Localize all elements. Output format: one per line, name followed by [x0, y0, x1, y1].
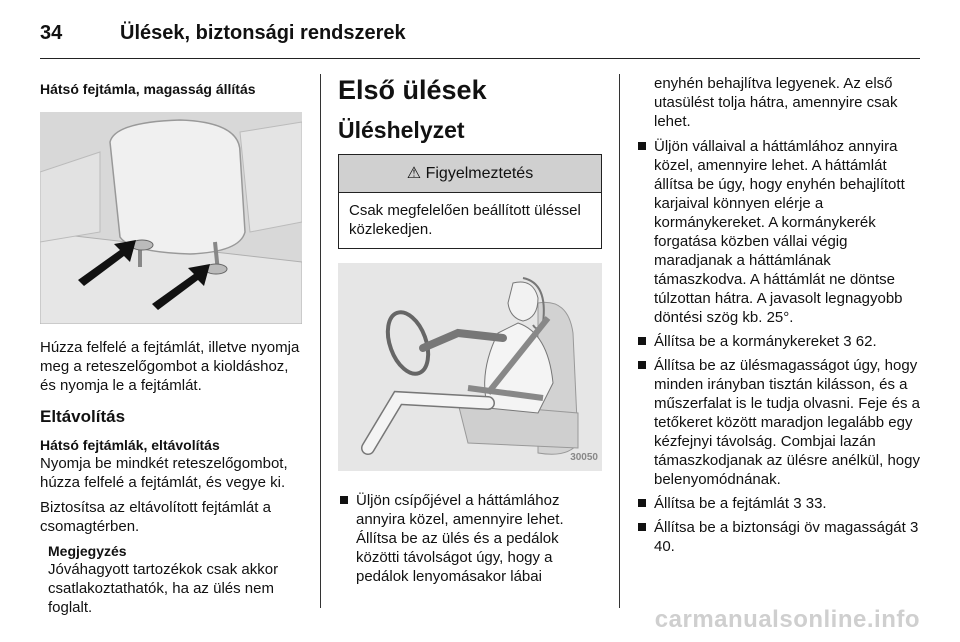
figure-number: 30050 [570, 452, 598, 463]
seat-bullet-list [338, 491, 602, 586]
note-block [40, 542, 302, 617]
bullet-seatbelt: Állítsa be a biztonsági öv magasságát 3 40. [636, 518, 926, 556]
removal-heading: Eltávolítás [40, 407, 126, 426]
column-divider-2 [619, 74, 620, 608]
warning-icon: ⚠ [406, 165, 422, 182]
seating-figure [338, 263, 602, 471]
page-title: Ülések, biztonsági rendszerek [120, 22, 406, 44]
storage-text: Biztosítsa az eltávolított fejtámlát a csomagtérben. [40, 499, 271, 535]
front-seats-heading: Első ülések [338, 75, 487, 105]
warning-header [339, 155, 601, 193]
column-middle [338, 74, 602, 591]
bullet-backrest: Üljön vállaival a háttámlához annyira közel, amennyire lehet. A háttámlát állítsa be úgy, hogy enyhén behajlított karjaival könnyen elérje a kormánykereket. A kormánykerék forgatása közben vállai végig maradjanak a háttámlának támaszkodva. A háttámlát ne döntse túlzottan hátra. A javasolt legnagyobb döntési szög kb. 25°. [636, 137, 926, 327]
bullet-seat-height: Állítsa be az ülésmagasságot úgy, hogy minden irányban tisztán kilásson, és a műszerfalat is le tudja olvasni. Feje és a tetőkeret között maradjon legalább egy kézfejnyi távolság. Combjai lazán támaszkodjanak az ülésre anélkül, hogy belenyomódnának. [636, 356, 926, 489]
headrest-height-subtitle: Hátsó fejtámla, magasság állítás [40, 81, 256, 97]
watermark: carmanualsonline.info [654, 606, 920, 633]
column-right [636, 74, 926, 561]
headrest-adjust-text: Húzza felfelé a fejtámlát, illetve nyomja meg a reteszelőgombot a kioldáshoz, és nyomja le a fejtámlát. [40, 339, 300, 394]
headrest-illustration [40, 112, 302, 324]
seat-position-heading: Üléshelyzet [338, 117, 465, 143]
bullet-steering-wheel: Állítsa be a kormánykereket 3 62. [636, 332, 926, 351]
removal-text: Nyomja be mindkét reteszelőgombot, húzza felfelé a fejtámlát, és vegye ki. [40, 455, 288, 491]
page-number: 34 [40, 22, 63, 44]
column-divider-1 [320, 74, 321, 608]
warning-box [338, 154, 602, 249]
page-header [0, 0, 960, 62]
driver-seating-illustration [338, 263, 602, 471]
bullet-headrest: Állítsa be a fejtámlát 3 33. [636, 494, 926, 513]
note-title: Megjegyzés [48, 543, 127, 559]
header-rule [40, 58, 920, 59]
warning-text: Csak megfelelően beállított üléssel közlekedjen. [349, 202, 581, 238]
note-text: Jóváhagyott tartozékok csak akkor csatlakoztathatók, ha az ülés nem foglalt. [48, 561, 279, 616]
continuation-text: enyhén behajlítva legyenek. Az első utasülést tolja hátra, amennyire csak lehet. [654, 75, 898, 130]
bullet-hip-position: Üljön csípőjével a háttámlához annyira közel, amennyire lehet. Állítsa be az ülés és a pedálok közötti távolságot úgy, hogy a pedálok lenyomásakor lábai [338, 491, 602, 586]
warning-title: Figyelmeztetés [425, 165, 534, 182]
column-left [40, 74, 302, 617]
removal-subheading: Hátsó fejtámlák, eltávolítás [40, 437, 220, 453]
headrest-figure [40, 112, 302, 324]
adjustment-bullet-list [636, 137, 926, 556]
